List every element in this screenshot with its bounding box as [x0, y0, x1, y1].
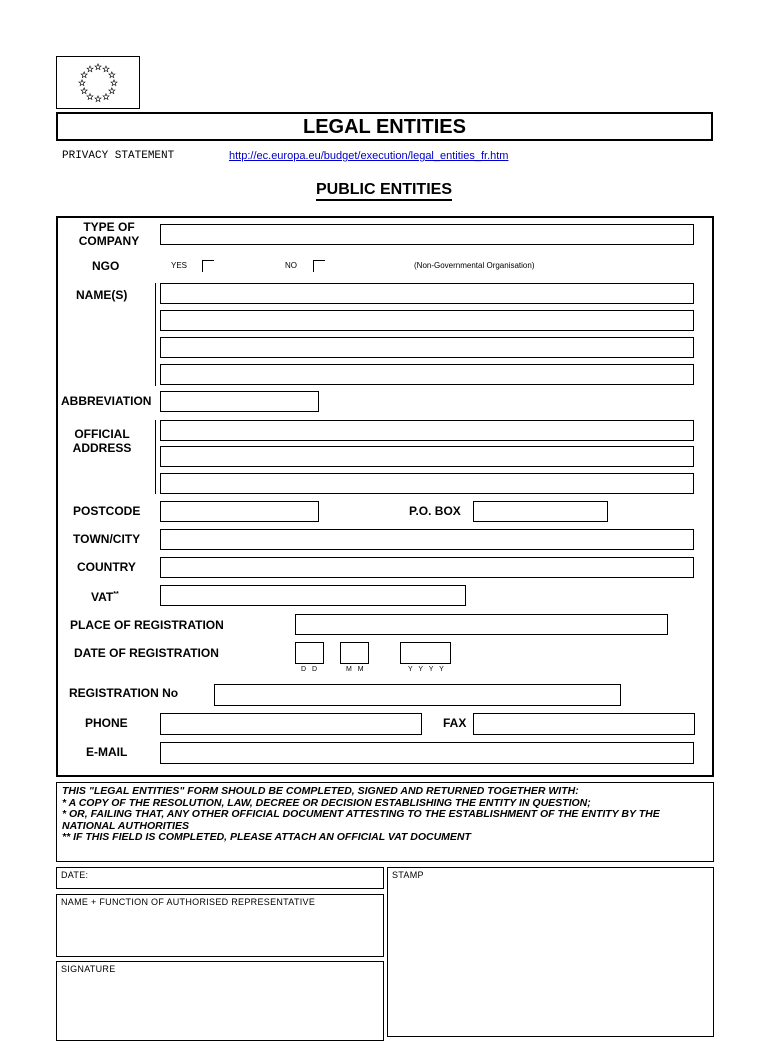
registration-day-field[interactable] [295, 642, 324, 664]
note-line: THIS "LEGAL ENTITIES" FORM SHOULD BE COMPLETED, SIGNED AND RETURNED TOGETHER WITH: [62, 785, 579, 797]
place-of-registration-field[interactable] [295, 614, 668, 635]
star-icon [81, 72, 87, 78]
registration-month-field[interactable] [340, 642, 369, 664]
country-field[interactable] [160, 557, 694, 578]
vat-label [91, 588, 119, 604]
registration-year-field[interactable] [400, 642, 451, 664]
date-label: DATE: [61, 870, 89, 880]
type-of-company-field[interactable] [160, 224, 694, 245]
email-label: E-MAIL [86, 745, 128, 759]
address-field-1[interactable] [160, 420, 694, 441]
official-address-label: OFFICIAL ADDRESS [72, 427, 132, 455]
phone-field[interactable] [160, 713, 422, 735]
star-icon [95, 64, 101, 70]
yyyy-hint: Y Y Y Y [408, 666, 446, 673]
registration-no-field[interactable] [214, 684, 621, 706]
ngo-label: NGO [92, 259, 120, 273]
note-line: * OR, FAILING THAT, ANY OTHER OFFICIAL DOCUMENT ATTESTING TO THE ESTABLISHMENT OF THE ENTITY BY THE NATIONAL AUTHORITIES [62, 808, 660, 832]
postcode-label: POSTCODE [73, 504, 141, 518]
ngo-yes-checkbox[interactable] [202, 260, 214, 272]
postcode-field[interactable] [160, 501, 319, 522]
star-icon [111, 80, 117, 86]
star-icon [109, 88, 115, 94]
signature-section[interactable] [56, 961, 384, 1041]
po-box-label: P.O. BOX [409, 504, 461, 518]
address-bracket [155, 420, 156, 494]
representative-label: NAME + FUNCTION OF AUTHORISED REPRESENTATIVE [61, 897, 316, 907]
name-field-1[interactable] [160, 283, 694, 304]
privacy-statement-link[interactable]: http://ec.europa.eu/budget/execution/legal_entities_fr.htm [229, 150, 509, 162]
star-icon [87, 94, 93, 100]
stamp-section[interactable] [387, 867, 714, 1037]
vat-footnote-mark: ** [113, 591, 119, 598]
star-icon [103, 66, 109, 72]
po-box-field[interactable] [473, 501, 608, 522]
page-title: LEGAL ENTITIES [56, 112, 713, 141]
eu-stars-icon [57, 57, 139, 108]
ngo-yes-label: YES [171, 261, 188, 270]
name-field-3[interactable] [160, 337, 694, 358]
phone-label: PHONE [85, 716, 128, 730]
vat-label-text: VAT [91, 590, 114, 604]
note-line: ** IF THIS FIELD IS COMPLETED, PLEASE ATTACH AN OFFICIAL VAT DOCUMENT [62, 831, 471, 843]
name-field-2[interactable] [160, 310, 694, 331]
mm-hint: M M [346, 666, 366, 673]
place-of-registration-label: PLACE OF REGISTRATION [70, 618, 224, 632]
registration-no-label: REGISTRATION No [69, 686, 179, 700]
address-field-2[interactable] [160, 446, 694, 467]
date-section[interactable] [56, 867, 384, 889]
note-line: * A COPY OF THE RESOLUTION, LAW, DECREE OR DECISION ESTABLISHING THE ENTITY IN QUESTION; [62, 796, 591, 809]
star-icon [95, 96, 101, 102]
star-icon [79, 80, 85, 86]
country-label: COUNTRY [77, 560, 136, 574]
stamp-label: STAMP [392, 870, 424, 880]
vat-field[interactable] [160, 585, 466, 606]
ngo-note: (Non-Governmental Organisation) [414, 261, 535, 270]
eu-flag-logo [56, 56, 140, 109]
star-icon [109, 72, 115, 78]
star-icon [87, 66, 93, 72]
star-icon [81, 88, 87, 94]
fax-label: FAX [443, 716, 467, 730]
fax-field[interactable] [473, 713, 695, 735]
address-field-3[interactable] [160, 473, 694, 494]
ngo-no-label: NO [285, 261, 297, 270]
subtitle-text: PUBLIC ENTITIES [316, 181, 452, 201]
abbreviation-label: ABBREVIATION [61, 394, 152, 408]
name-field-4[interactable] [160, 364, 694, 385]
town-city-field[interactable] [160, 529, 694, 550]
email-field[interactable] [160, 742, 694, 764]
dd-hint: D D [301, 666, 320, 673]
type-of-company-label: TYPE OF COMPANY [78, 220, 140, 248]
names-bracket [155, 283, 156, 386]
ngo-no-checkbox[interactable] [313, 260, 325, 272]
signature-label: SIGNATURE [61, 964, 116, 974]
instructions-notes [56, 782, 714, 862]
star-icon [103, 94, 109, 100]
names-label: NAME(S) [76, 288, 128, 302]
privacy-statement-label: PRIVACY STATEMENT [62, 150, 175, 162]
representative-section[interactable] [56, 894, 384, 957]
date-of-registration-label: DATE OF REGISTRATION [74, 646, 219, 660]
section-subtitle [0, 181, 768, 199]
abbreviation-field[interactable] [160, 391, 319, 412]
town-city-label: TOWN/CITY [73, 532, 141, 546]
